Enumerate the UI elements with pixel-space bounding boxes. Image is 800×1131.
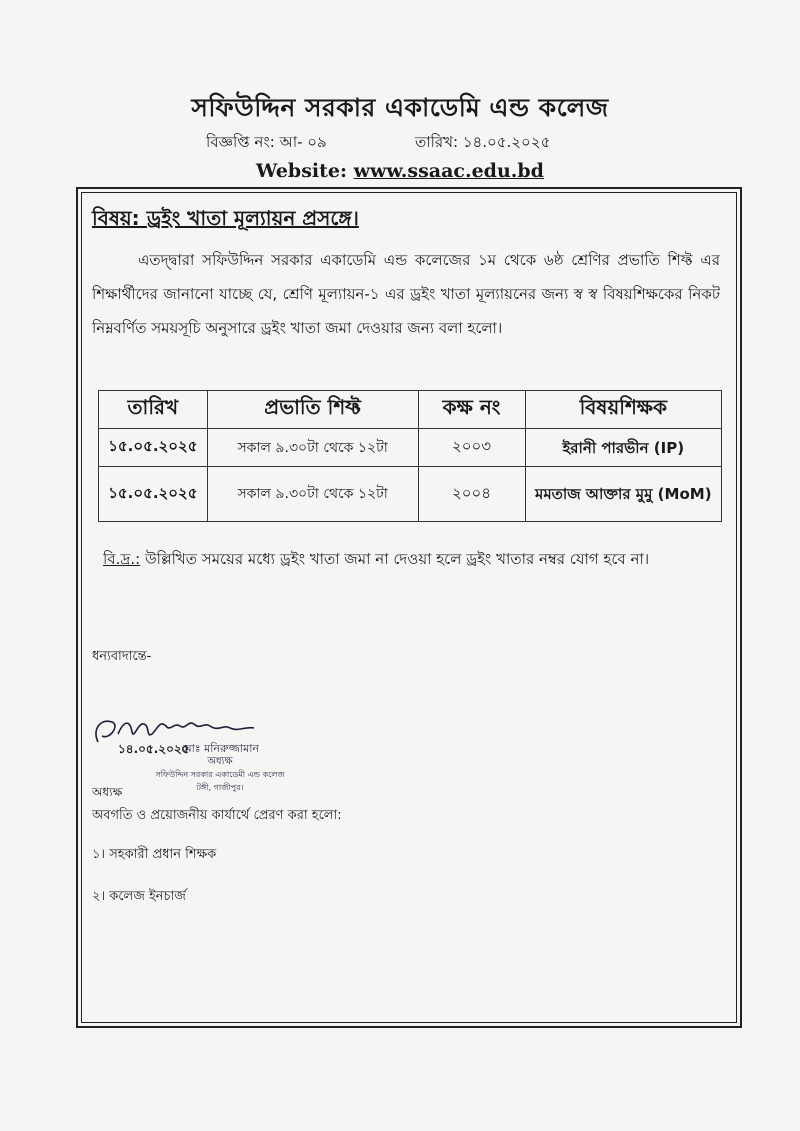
note-text: উল্লিখিত সময়ের মধ্যে ড্রইং খাতা জমা না দেওয়া হলে ড্রইং খাতার নম্বর যোগ হবে না। <box>140 550 650 568</box>
header-shift: প্রভাতি শিফ্ট <box>207 391 418 429</box>
list-item: ১। সহকারী প্রধান শিক্ষক <box>92 847 217 862</box>
notice-number: বিজ্ঞপ্তি নং: আ- ০৯ <box>206 133 327 151</box>
header-room: কক্ষ নং <box>418 391 525 429</box>
website-label: Website: <box>256 160 347 182</box>
forward-text: অবগতি ও প্রয়োজনীয় কার্যার্থে প্রেরণ করা হলো: <box>92 808 342 823</box>
cell-time: সকাল ৯.৩০টা থেকে ১২টা <box>207 467 418 522</box>
table-header-row <box>99 391 722 429</box>
website-link[interactable]: www.ssaac.edu.bd <box>353 160 544 182</box>
table-row <box>99 429 722 467</box>
official-seal <box>145 742 295 794</box>
header-date: তারিখ <box>99 391 208 429</box>
seal-institution: সফিউদ্দিন সরকার একাডেমী এন্ড কলেজ <box>155 770 285 779</box>
schedule-table <box>98 390 722 522</box>
cell-date: ১৫.০৫.২০২৫ <box>99 429 208 467</box>
signature-date: ১৪.০৫.২০২৫ <box>118 742 190 756</box>
cell-date: ১৫.০৫.২০২৫ <box>99 467 208 522</box>
note-line <box>103 548 649 573</box>
seal-place: টঙ্গী, গাজীপুর। <box>196 783 244 792</box>
table-row <box>99 467 722 522</box>
signatory-designation: অধ্যক্ষ <box>92 785 123 799</box>
cell-room: ২০০৩ <box>418 429 525 467</box>
list-item: ২। কলেজ ইনচার্জ <box>92 889 186 904</box>
cell-time: সকাল ৯.৩০টা থেকে ১২টা <box>207 429 418 467</box>
cell-room: ২০০৪ <box>418 467 525 522</box>
closing-text: ধন্যবাদান্তে- <box>92 649 152 664</box>
subject-line: বিষয়: ড্রইং খাতা মূল্যায়ন প্রসঙ্গে। <box>92 206 359 230</box>
header-teacher: বিষয়শিক্ষক <box>525 391 721 429</box>
body-paragraph: এতদ্দ্বারা সফিউদ্দিন সরকার একাডেমি এন্ড কলেজের ১ম থেকে ৬ষ্ঠ শ্রেণির প্রভাতি শিফ্ট এর শিক্ষার্থীদের জানানো যাচ্ছে যে, শ্রেণি মূল্যায়ন-১ এর ড্রইং খাতা মূল্যায়নের জন্য স্ব স্ব বিষয়শিক্ষকের নিকট নিম্নবর্ণিত সময়সূচি অনুসারে ড্রইং খাতা জমা দেওয়ার জন্য বলা হলো। <box>92 251 720 337</box>
website-line <box>0 160 800 182</box>
notice-date: তারিখ: ১৪.০৫.২০২৫ <box>415 133 551 151</box>
institution-title: সফিউদ্দিন সরকার একাডেমি এন্ড কলেজ <box>191 93 609 122</box>
note-label: বি.দ্র.: <box>103 550 141 568</box>
cell-teacher: ইরানী পারভীন (IP) <box>525 429 721 467</box>
cell-teacher: মমতাজ আক্তার মুমু (MoM) <box>525 467 721 522</box>
seal-designation: অধ্যক্ষ <box>207 756 233 767</box>
body-text <box>92 243 720 345</box>
seal-name: মোঃ মনিরুজ্জামান <box>181 742 259 755</box>
